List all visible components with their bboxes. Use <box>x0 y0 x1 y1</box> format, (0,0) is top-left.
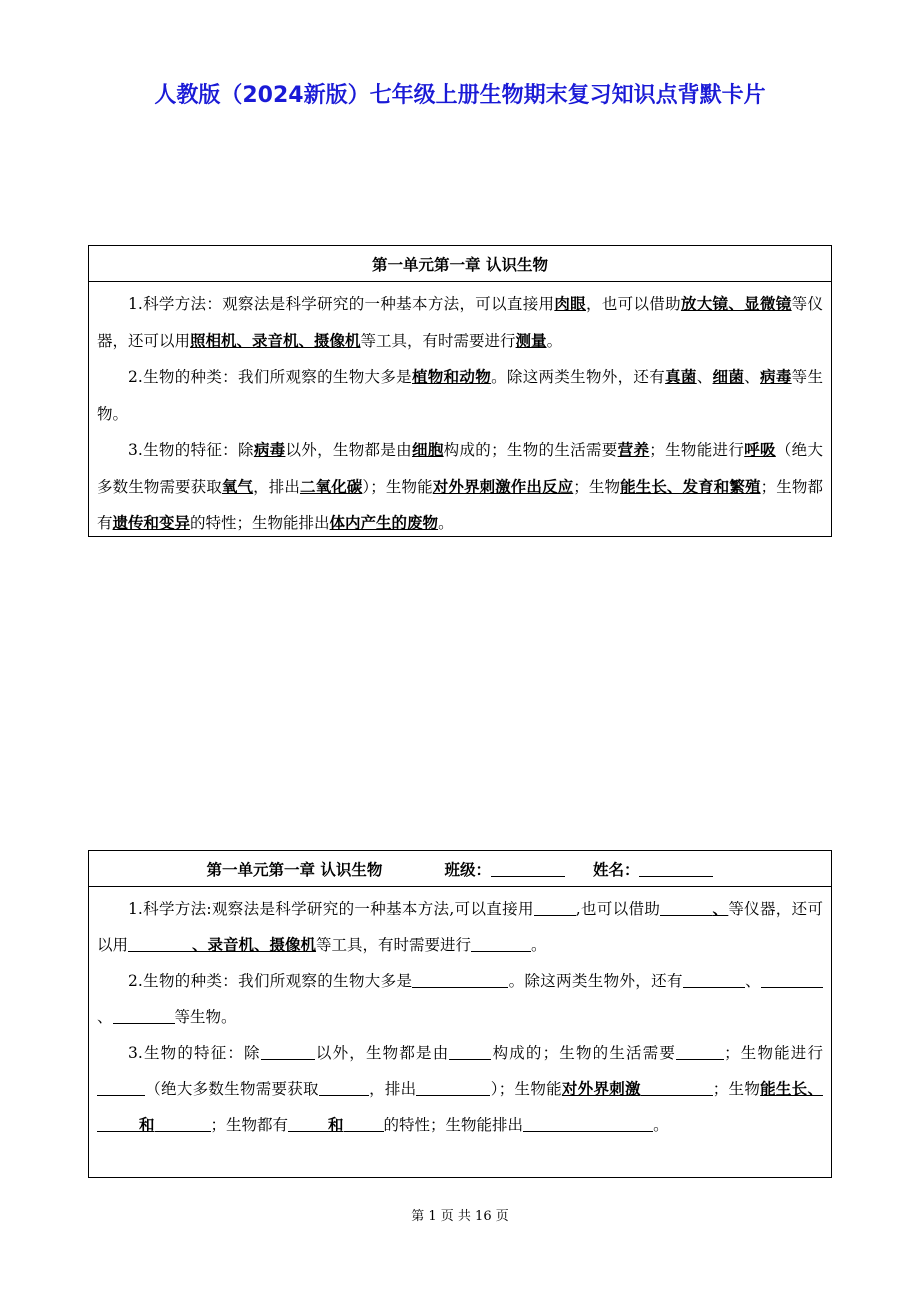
text: ,也可以借助 <box>575 900 661 918</box>
text: 。除这两类生物外，还有 <box>508 972 683 990</box>
fill-blank[interactable] <box>683 971 745 988</box>
text: 等工具，有时需要进行 <box>360 331 516 350</box>
keyword: 肉眼 <box>554 295 586 313</box>
text: 构成的；生物的生活需要 <box>491 1044 677 1062</box>
text: 、 <box>744 368 760 386</box>
card-body <box>89 282 831 542</box>
fill-blank[interactable] <box>523 1115 653 1132</box>
text: ；生物 <box>573 477 621 496</box>
keyword: 细胞 <box>412 441 444 459</box>
text: ；生物都有 <box>210 1116 289 1134</box>
text: 2.生物的种类：我们所观察的生物大多是 <box>128 368 412 386</box>
fill-blank[interactable] <box>641 1079 713 1096</box>
fill-blank[interactable] <box>534 899 576 916</box>
name-label: 姓名： <box>592 860 640 879</box>
keyword: 、录音机、摄像机 <box>192 936 317 954</box>
text: ，排出 <box>368 1080 417 1098</box>
text: 等工具，有时需要进行 <box>316 936 472 954</box>
paragraph-organism-features <box>97 1035 823 1143</box>
keyword: 病毒 <box>253 441 286 459</box>
text: 3.生物的特征：除 <box>128 441 254 459</box>
class-blank[interactable] <box>491 860 565 877</box>
fill-blank[interactable] <box>761 971 823 988</box>
text: 。除这两类生物外，还有 <box>491 368 666 386</box>
text: 。 <box>438 514 454 532</box>
keyword: 照相机、录音机、摄像机 <box>190 331 361 350</box>
paragraph-organism-types <box>97 359 823 432</box>
fill-blank[interactable] <box>416 1079 490 1096</box>
keyword: 病毒 <box>760 368 792 386</box>
fill-blank[interactable] <box>676 1043 724 1060</box>
text: 1.科学方法:观察法是科学研究的一种基本方法,可以直接用 <box>128 900 534 918</box>
fill-blank[interactable] <box>319 1079 369 1096</box>
fill-blank[interactable] <box>412 971 508 988</box>
card-heading-title: 第一单元第一章 认识生物 <box>206 860 383 879</box>
keyword: 营养 <box>617 441 650 459</box>
text: ，也可以借助 <box>586 295 681 313</box>
keyword: 测量 <box>515 331 547 350</box>
keyword: 能生长、 <box>760 1080 823 1098</box>
paragraph-organism-types <box>97 963 823 1035</box>
fill-blank[interactable] <box>155 1115 211 1132</box>
text: 、 <box>712 900 729 918</box>
fill-blank[interactable] <box>128 935 192 952</box>
text: ；生物 <box>712 1080 761 1098</box>
keyword: 细菌 <box>712 368 745 386</box>
text: 以外，生物都是由 <box>285 441 412 459</box>
class-label: 班级： <box>444 860 491 879</box>
fill-blank[interactable] <box>97 1115 139 1132</box>
keyword: 氧气 <box>221 477 254 496</box>
keyword: 对外界刺激 <box>561 1080 641 1098</box>
text: ；生物都有 <box>97 477 823 532</box>
text: 的特性；生物能排出 <box>383 1116 524 1134</box>
keyword: 植物和动物 <box>411 368 492 386</box>
text: 。 <box>653 1116 669 1134</box>
fill-blank[interactable] <box>471 935 531 952</box>
text: 2.生物的种类：我们所观察的生物大多是 <box>128 972 413 990</box>
text: （绝大多数生物需要获取 <box>145 1080 319 1098</box>
text: （绝大多数生物需要获取 <box>97 441 823 496</box>
keyword: 和 <box>139 1116 155 1134</box>
card-heading <box>89 851 831 887</box>
text: 构成的；生物的生活需要 <box>443 441 618 459</box>
text: 、 <box>97 1008 113 1026</box>
page-footer: 第 1 页 共 16 页 <box>411 1209 509 1224</box>
keyword: 真菌 <box>665 368 697 386</box>
text: 等生物。 <box>174 1008 237 1026</box>
page-title: 人教版（2024新版）七年级上册生物期末复习知识点背默卡片 <box>154 83 766 108</box>
text: 。 <box>531 936 547 954</box>
keyword: 对外界刺激作出反应 <box>432 477 574 496</box>
keyword: 遗传和变异 <box>112 514 191 532</box>
text: 的特性；生物能排出 <box>190 514 330 532</box>
recitation-card <box>88 850 832 1178</box>
text: 3.生物的特征：除 <box>128 1044 261 1062</box>
text: 等仪器，还可以用 <box>97 900 823 954</box>
text: 、 <box>696 368 713 386</box>
paragraph-science-method <box>97 286 823 359</box>
text: ）；生物能 <box>490 1080 562 1098</box>
text: 1.科学方法：观察法是科学研究的一种基本方法，可以直接用 <box>128 295 555 313</box>
text: ；生物能进行 <box>724 1044 823 1062</box>
keyword: 二氧化碳 <box>299 477 363 496</box>
keyword: 体内产生的废物 <box>329 514 439 532</box>
fill-blank[interactable] <box>288 1115 328 1132</box>
name-blank[interactable] <box>639 860 713 877</box>
keyword: 呼吸 <box>744 441 776 459</box>
paragraph-science-method <box>97 891 823 963</box>
fill-blank[interactable] <box>660 899 712 916</box>
fill-blank[interactable] <box>261 1043 315 1060</box>
text: 以外，生物都是由 <box>314 1044 450 1062</box>
card-heading: 第一单元第一章 认识生物 <box>89 246 831 282</box>
paragraph-organism-features <box>97 432 823 542</box>
keyword: 放大镜、显微镜 <box>680 295 792 313</box>
keyword: 能生长、发育和繁殖 <box>620 477 761 496</box>
text: 等生物。 <box>97 368 823 423</box>
fill-blank[interactable] <box>344 1115 384 1132</box>
text: ）；生物能 <box>362 477 433 496</box>
text: ；生物能进行 <box>649 441 745 459</box>
keyword: 和 <box>328 1116 344 1134</box>
fill-blank[interactable] <box>113 1007 175 1024</box>
fill-blank[interactable] <box>97 1079 145 1096</box>
card-body <box>89 887 831 1143</box>
text: 、 <box>744 972 761 990</box>
knowledge-card <box>88 245 832 537</box>
fill-blank[interactable] <box>449 1043 491 1060</box>
text: ，排出 <box>253 477 300 496</box>
text: 等仪器，还可以用 <box>97 295 823 350</box>
text: 。 <box>546 331 563 350</box>
